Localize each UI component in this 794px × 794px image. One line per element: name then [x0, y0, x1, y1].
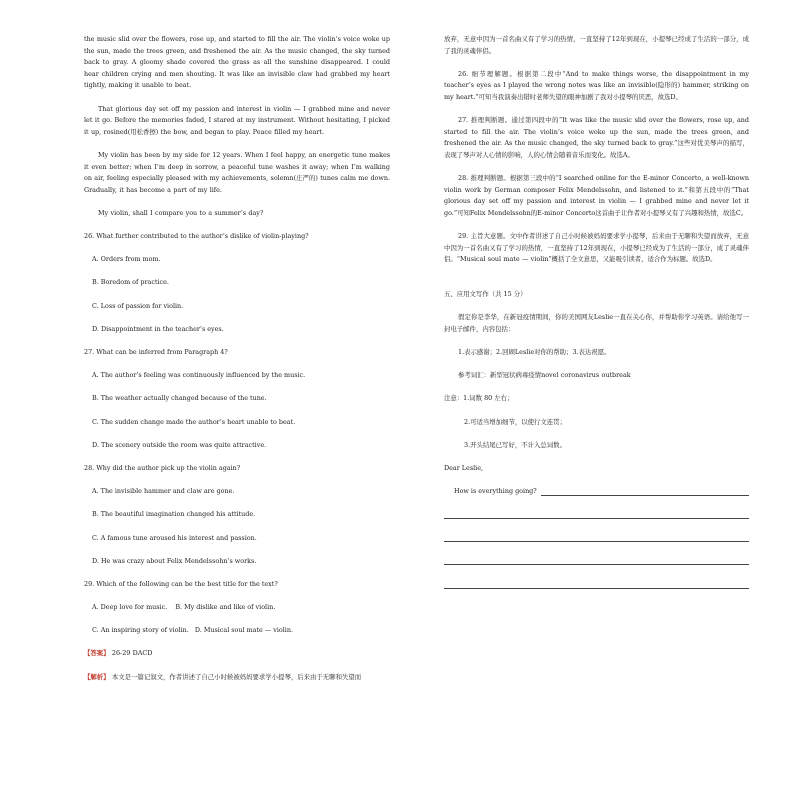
option: A. Orders from mom. [92, 255, 161, 264]
passage-paragraph: the music slid over the flowers, rose up, and started to fill the air. The violin’s voice woke up the sun, made the trees green, and freshened the air. As the music changed, the sky turned back to gray. A gloomy shade covered the grass as all the sunshine disappeared. I could hear children crying and men shouting. It was like an invisible claw had grabbed my heart tightly, making it unable to beat. [84, 35, 390, 90]
question-28 [84, 463, 390, 567]
opening-text: How is everything going? [454, 487, 537, 496]
question-stem: 26. What further contributed to the author’s dislike of violin-playing? [84, 232, 309, 241]
answer-text: 26-29 DACD [111, 649, 153, 658]
analysis-line [84, 672, 390, 684]
option: C. Loss of passion for violin. [92, 301, 184, 310]
writing-line-rule [444, 541, 749, 542]
option: A. The invisible hammer and claw are gone. [92, 487, 235, 496]
analysis-continuation: 放弃，无意中因为一首名曲又有了学习的热情，一直坚持了12年到现在，小提琴已经成了生活的一部分，成了我的灵魂伴侣。 [444, 35, 749, 55]
writing-line[interactable] [444, 533, 749, 545]
option: C. An inspiring story of violin. D. Musical soul mate — violin. [92, 626, 293, 635]
writing-line[interactable] [444, 556, 749, 568]
option: C. A famous tune aroused his interest and passion. [92, 533, 257, 542]
option: C. The sudden change made the author’s heart unable to beat. [92, 417, 296, 426]
option: B. The weather actually changed because of the tune. [92, 394, 267, 403]
question-27 [84, 347, 390, 451]
explanation-29: 29. 主旨大意题。文中作者讲述了自己小时候被妈妈要求学小提琴，后来由于无聊和失望而放弃，无意中因为一首名曲又有了学习的热情，一直坚持了12年到现在，小提琴已经成为了生活的一部分，成了灵魂伴侣。“Musical soul mate — violin”概括了全文意思，又能吸引读者，适合作为标题。故选D。 [444, 232, 749, 264]
passage-paragraph: That glorious day set off my passion and interest in violin — I grabbed mine and never let it go. Before the memories faded, I stared at my instrument. Without hesitating, I picked it up, rosined(用松香擦) the bow, and began to play. Peace filled my heart. [84, 104, 390, 136]
writing-prompt: 假定你是李华，在新冠疫情期间，你的美国网友Leslie一直在关心你，并帮助你学习英语。请给他写一封电子邮件，内容包括： [444, 313, 749, 333]
writing-line-rule [444, 564, 749, 565]
option: A. Deep love for music. B. My dislike and like of violin. [92, 603, 276, 612]
question-stem: 28. Why did the author pick up the violin again? [84, 463, 241, 472]
analysis-tag: 【解析】 [84, 672, 110, 681]
option: D. He was crazy about Felix Mendelssohn’s works. [92, 556, 257, 565]
right-column [444, 34, 749, 602]
option: B. Boredom of practice. [92, 278, 169, 287]
left-column [84, 34, 390, 695]
spacer [444, 277, 749, 289]
writing-line[interactable] [444, 509, 749, 521]
explanation-27: 27. 推理判断题。通过第四段中的“It was like the music slid over the flowers, rose up, and started to fill the air. The violin’s voice woke up the sun, made the trees green, and freshened the air. As the music changed, the sky turned back to gray.”这些对优美琴声的描写，表现了琴声对人心情的影响，人的心情会随着音乐而变化。故选A。 [444, 116, 749, 159]
vocab-hint: 参考词汇：新型冠状病毒疫情novel coronavirus outbreak [458, 371, 631, 380]
answer-tag: 【答案】 [84, 649, 110, 658]
writing-line-rule [444, 588, 749, 589]
answer-line-rule[interactable] [541, 495, 749, 496]
passage-paragraph: My violin has been by my side for 12 years. When I feel happy, an energetic tune makes it even better; when I’m deep in sorrow, a peaceful tune washes it away; when I’m walking on air, feeling especially pleased with my achievements, solemn(庄严的) tunes calm me down. Gradually, it has become a part of my life. [84, 150, 390, 194]
answer-line [84, 648, 390, 660]
writing-points: 1.表示感谢；2.回顾Leslie对你的帮助；3.表达祝愿。 [458, 348, 611, 357]
salutation: Dear Leslie, [444, 463, 484, 472]
note-item: 3.开头结尾已写好，不计入总词数。 [464, 440, 566, 449]
passage-paragraph: My violin, shall I compare you to a summer’s day? [98, 208, 264, 217]
question-29 [84, 579, 390, 637]
explanation-26: 26. 细节理解题。根据第二段中“And to make things worse, the disappointment in my teacher’s eyes as I played the wrong notes was like an invisible(隐形的) hammer, striking on my heart.”可知当我演奏出错时老师失望的眼神加剧了我对小提琴的厌恶，故选D。 [444, 69, 749, 101]
option: D. Disappointment in the teacher’s eyes. [92, 324, 224, 333]
analysis-text: 本文是一篇记叙文，作者讲述了自己小时候被妈妈要求学小提琴，后来由于无聊和失望而 [111, 672, 362, 681]
writing-line[interactable] [444, 579, 749, 591]
option: B. The beautiful imagination changed his attitude. [92, 510, 256, 519]
opening-line [454, 486, 749, 498]
explanation-28: 28. 推理判断题。根据第三段中的“I searched online for the E-minor Concerto, a well-known violin work by German composer Felix Mendelssohn, and listened to it.”和第五段中的“That glorious day set off my passion and interest in violin — I grabbed mine and never let it go.”可知Felix Mendelssohn的E-minor Concerto这首曲子让作者对小提琴又有了兴趣和热情，故选C。 [444, 174, 749, 217]
question-26 [84, 231, 390, 335]
section-title: 五、应用文写作（共 15 分） [444, 290, 527, 299]
note-item: 2.可适当增加细节，以使行文连贯； [464, 417, 566, 426]
question-stem: 27. What can be inferred from Paragraph 4? [84, 348, 228, 357]
notes-label: 注意：1.词数 80 左右； [444, 394, 514, 403]
writing-line-rule [444, 518, 749, 519]
option: A. The author’s feeling was continuously influenced by the music. [92, 371, 306, 380]
question-stem: 29. Which of the following can be the best title for the text? [84, 579, 278, 588]
option: D. The scenery outside the room was quite attractive. [92, 440, 267, 449]
